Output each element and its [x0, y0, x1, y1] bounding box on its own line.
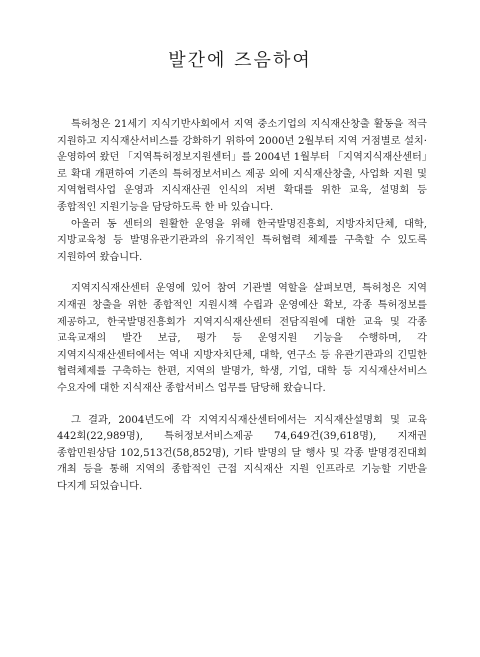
paragraph-intro: 특허청은 21세기 지식기반사회에서 지역 중소기업의 지식재산창출 활동을 적극 지원하고 지식재산서비스를 강화하기 위하여 2000년 2월부터 지역 거점별로 설치·운영하여 왔던 「지역특허정보지원센터」를 2004년 1월부터 「지역지식재산센터」로 확대 개편하여 기존의 특허정보서비스 제공 외에 지식재산창출, 사업화 지원 및 지역협력사업 운영과 지식재산권 인식의 저변 확대를 위한 교육, 설명회 등 종합적인 지원기능을 담당하도록 한 바 있습니다.: [57, 119, 427, 213]
paragraph-spacer: [57, 266, 427, 281]
paragraph-results: 그 결과, 2004년도에 각 지역지식재산센터에서는 지식재산설명회 및 교육 442회(22,989명), 특허정보서비스제공 74,649건(39,618명), 지재권 종합민원상담 102,513건(58,852명), 기타 발명의 달 행사 및 각종 발명경진대회 개최 등을 통해 지역의 종합적인 근접 지식재산 지원 인프라로 기능할 기반을 다지게 되었습니다.: [57, 414, 427, 492]
paragraph-roles: 지역지식재산센터 운영에 있어 참여 기관별 역할을 살펴보면, 특허청은 지역 지재권 창출을 위한 종합적인 지원시책 수립과 운영예산 확보, 각종 특허정보를 제공하고, 한국발명진흥회가 지역지식재산센터 전담직원에 대한 교육 및 각종 교육교재의 발간 보급, 평가 등 운영지원 기능을 수행하며, 각 지역지식재산센터에서는 역내 지방자치단체, 대학, 연구소 등 유관기관과의 긴밀한 협력체제를 구축하는 한편, 지역의 발명가, 학생, 기업, 대학 등 지식재산서비스 수요자에 대한 지식재산 종합서비스 업무를 담당해 왔습니다.: [57, 283, 427, 394]
page-title: 발간에 즈음하여: [168, 50, 312, 71]
document-body: [57, 117, 427, 495]
paragraph-cooperation: 아울러 동 센터의 원활한 운영을 위해 한국발명진흥회, 지방자치단체, 대학, 지방교육청 등 발명유관기관과의 유기적인 특허협력 체제를 구축할 수 있도록 지원하여 왔습니다.: [57, 218, 427, 263]
paragraph-spacer: [57, 398, 427, 413]
